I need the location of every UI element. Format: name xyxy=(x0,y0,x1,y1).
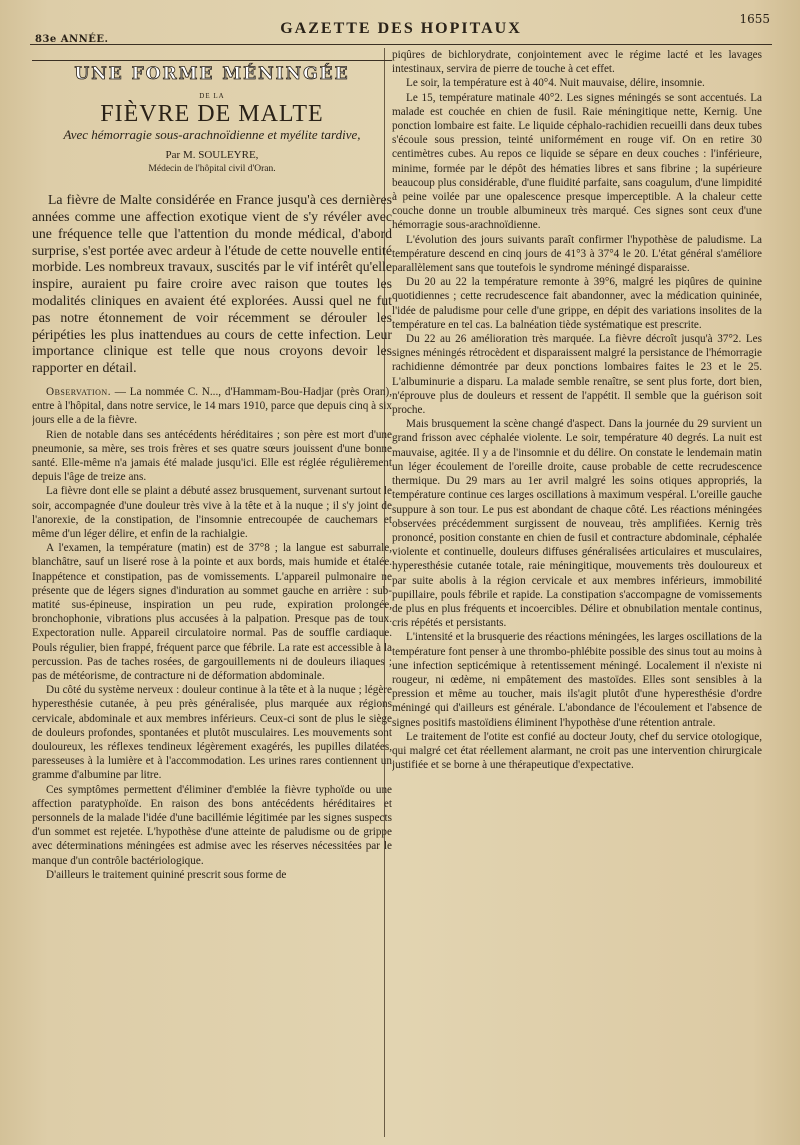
body-paragraph: D'ailleurs le traitement quininé prescrit sous forme de xyxy=(46,868,287,881)
journal-title: GAZETTE DES HOPITAUX xyxy=(280,20,522,37)
body-paragraph: piqûres de bichlorydrate, conjointement avec le régime lacté et les lavages intestinaux, servira de pierre de touche à cet effet. xyxy=(392,49,762,76)
intro-block xyxy=(32,192,392,377)
heading-rule xyxy=(32,60,392,61)
page-number: 1655 xyxy=(739,12,770,26)
body-paragraph: Du côté du système nerveux : douleur continue à la tête et à la nuque ; légère hyperesthésie cutanée, à peu près généralisée, plus marquée aux régions cervicale, abdominale et aux membres inférieurs. Ceux-ci sont de plus le siège de douleurs profondes, spontanées et plutôt musculaires. Les mouvements sont douloureux, les réflexes tendineux légèrement exagérés, les pupilles dilatées, paresseuses à la lumière et à l'accommodation. Les urines rares contiennent un gramme d'albumine par litre. xyxy=(32,684,392,782)
body-paragraph: Ces symptômes permettent d'éliminer d'emblée la fièvre typhoïde ou une affection paratyphoïde. En raison des bons antécédents héréditaires et personnels de la malade l'idée d'une bacillémie légitimée par les signes suspects d'un sommet est rejetée. L'hypothèse d'une atteinte de paludisme ou de grippe avec déterminations méningées est admise avec les réserves nécessitées par le manque d'un contrôle bactériologique. xyxy=(32,783,392,867)
body-paragraph: Du 22 au 26 amélioration très marquée. La fièvre décroît jusqu'à 37°2. Les signes méningés rétrocèdent et disparaissent malgré la persistance de l'hémorragie rachidienne démontrée par deux ponctions lombaires faites le 23 et le 25. L'albuminurie a disparu. La malade semble renaître, se sent plus forte, dort bien, n'éprouve plus de douleurs et ressent de l'appétit. Il semble que la guérison soit proche. xyxy=(392,333,762,417)
right-column xyxy=(392,48,762,1137)
body-paragraph: Rien de notable dans ses antécédents héréditaires ; son père est mort d'une pneumonie, sa mère, ses trois frères et ses quatre sœurs jouissent d'une bonne santé. Elle-même n'a jamais été malade jusqu'ici. Elle est réglée régulièrement depuis l'âge de treize ans. xyxy=(32,428,392,484)
intro-paragraph: La fièvre de Malte considérée en France jusqu'à ces dernières années comme une affection exotique vient de s'y révéler avec une fréquence telle que l'attention du monde médical, d'abord surprise, s'est portée avec ardeur à l'étude de cette nouvelle entité morbide. Les nombreux travaux, suscités par le vif intérêt qu'elle inspire, auraient pu faire croire avec raison que toutes les modalités cliniques en avaient été explorées. Aussi quel ne fut pas notre étonnement de voir récemment se dérouler les péripéties les plus inattendues au cours de cette infection. Leur importance clinique est telle que nous croyons devoir les rapporter en détail. xyxy=(32,192,392,376)
body-paragraph: A l'examen, la température (matin) est de 37°8 ; la langue est saburrale, blanchâtre, sauf un liseré rose à la pointe et aux bords, mais humide et étalée. Inappétence et constipation, pas de vomissements. L'appareil pulmonaire ne présente que de légers signes d'induration au sommet gauche en arrière : sub-matité sus-épineuse, inspiration un peu rude, expiration prolongée, bronchophonie, vibrations plus accusées à la palpation. Presque pas de toux. Expectoration nulle. Appareil circulatoire normal. Pas de souffle cardiaque. Pouls régulier, bien frappé, fréquent parce que fébrile. La rate est accessible à la percussion. Pas de taches rosées, de gargouillements ni de douleurs iliaques ; pas de météorisme, de contracture ni de déformation abdominale. xyxy=(32,542,392,683)
body-paragraph: Le traitement de l'otite est confié au docteur Jouty, chef du service otologique, qui malgré cet état réellement alarmant, ne croit pas une intervention chirurgicale justifiée et se borne à une thérapeutique d'expectative. xyxy=(392,730,762,772)
page-header xyxy=(30,10,772,45)
observation-paragraph xyxy=(32,385,392,428)
article-title: FIÈVRE DE MALTE xyxy=(100,101,324,128)
left-column xyxy=(32,48,392,1137)
observation-label: Observation. xyxy=(46,385,111,398)
body-paragraph: Mais brusquement la scène changé d'aspect. Dans la journée du 29 survient un grand frisson avec céphalée violente. Le soir, température 40 degrés. La nuit est mauvaise, agitée. Il y a de l'insomnie et du délire. On constate le lendemain matin un léger écoulement de l'oreille droite, cause probable de cette recrudescence thermique. Du 29 mars au 1er avril malgré les soins otiques appropriés, la température continue ces larges oscillations à maximum vespéral. L'oreille gauche suppure à son tour. Le pus est abondant de chaque côté. Les réactions méningées observées précédemment surgissent de nouveau, très amplifiées. Kernig très prononcé, position constante en chien de fusil et contracture abdominale, céphalée violente et continuelle, douleurs diffuses généralisées articulaires et musculaires, hyperesthésie cutanée totale, raie méningitique, mouvements très douloureux et par suite abolis à la région cervicale et aux membres inférieurs, immobilité pupillaire, pouls fébrile et rapide. La constipation s'accompagne de vomissements de plus en plus fréquents et incoercibles. Délire et obnubilation mentale continus, cris répétés et persistants. xyxy=(392,418,762,630)
body-paragraph: Le soir, la température est à 40°4. Nuit mauvaise, délire, insomnie. xyxy=(406,77,705,90)
article-subtitle: Avec hémorragie sous-arachnoïdienne et myélite tardive, xyxy=(63,126,361,142)
article-de-la: DE LA xyxy=(199,92,225,101)
body-paragraph: L'intensité et la brusquerie des réactions méningées, les larges oscillations de la température font penser à une thrombo-phlébite possible des sinus tout au moins à une infection septicémique à retentissement méningé. Localement il n'existe ni rougeur, ni œdème, ni empâtement des mastoïdes. Elles sont sensibles à la pression et même au toucher, mais ils'agit plutôt d'une hyperesthésie d'ordre méningé qui d'ailleurs est générale. L'abondance de l'écoulement et l'absence de signes positifs mastoïdiens éliminent l'hypothèse d'une rétention antrale. xyxy=(392,631,762,729)
author-affiliation: Médecin de l'hôpital civil d'Oran. xyxy=(148,164,276,175)
observation-text: — La nommée C. N..., d'Hammam-Bou-Hadjar (près Oran), entre à l'hôpital, dans notre service, le 14 mars 1910, parce que depuis cinq à six jours elle a de la fièvre. xyxy=(32,385,392,427)
article-author: Par M. SOULEYRE, xyxy=(165,148,259,161)
body-paragraph: Du 20 au 22 la température remonte à 39°6, malgré les piqûres de quinine quotidiennes ; cette recrudescence fait abandonner, avec la médication quininée, l'idée de paludisme pour celle d'une grippe, en dépit des variations insolites de la température en tel cas. La balnéation tiède systématique est prescrite. xyxy=(392,276,762,331)
body-paragraph: L'évolution des jours suivants paraît confirmer l'hypothèse de paludisme. La température descend en cinq jours de 41°3 à 37°4 le 20. L'état général s'améliore parallèlement sans que toutefois le syndrome méningé disparaisse. xyxy=(392,233,762,275)
article-heading xyxy=(32,60,392,176)
issue-number: 83e ANNÉE. xyxy=(35,34,109,45)
body-paragraph: La fièvre dont elle se plaint a débuté assez brusquement, survenant surtout le soir, accompagnée d'une douleur très vive à la tête et à la nuque ; il s'y joint de l'anorexie, de la constipation, de l'insomnie entrecoupée de cauchemars et même d'un léger délire, et enfin de la rachialgie. xyxy=(32,485,392,541)
article-kicker: UNE FORME MÉNINGÉE xyxy=(74,64,350,84)
body-paragraph: Le 15, température matinale 40°2. Les signes méningés se sont accentués. La malade est couchée en chien de fusil. Raie méningitique nette, Kernig. Une ponction lombaire est faite. Le liquide céphalo-rachidien recueilli dans deux tubes s'écoule sous pression, teinté uniformément en rouge vif. On en retire 30 centimètres cubes. Au repos ce liquide se sépare en deux couches : l'inférieure, minime, formée par le dépôt des hématies libres et sans fibrine ; la supérieure beaucoup plus considérable, d'une fluidité parfaite, sans coagulum, d'une limpidité à peine voilée par une opalescence presque imperceptible. A la chaleur cette couche donne un trouble albumineux très marqué. Ces signes sont ceux d'une hémorragie sous-arachnoïdienne. xyxy=(392,91,762,232)
